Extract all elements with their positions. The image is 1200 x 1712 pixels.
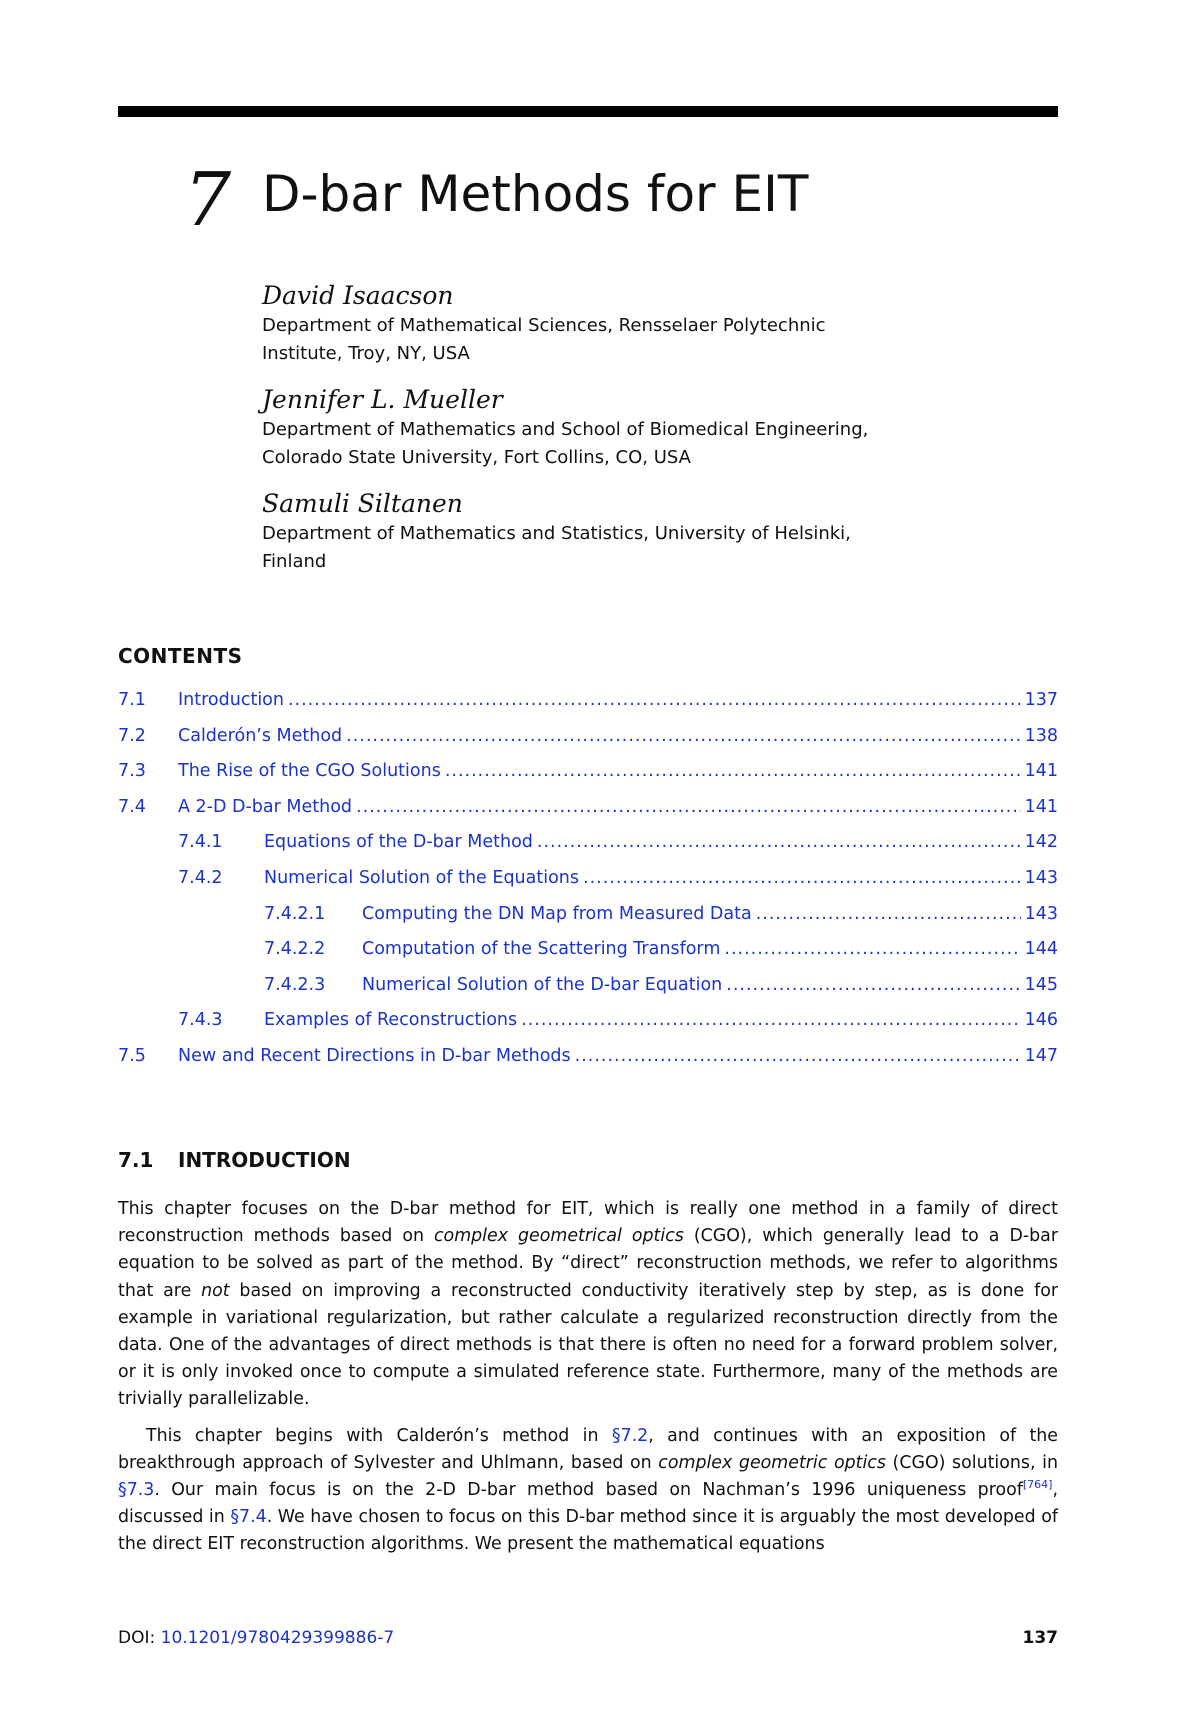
toc-entry[interactable]: [118, 939, 1058, 975]
toc-title-link[interactable]: Equations of the D-bar Method: [264, 832, 533, 853]
text-run: . Our main focus is on the 2-D D-bar method based on Nachman’s 1996 uniqueness proof: [154, 1480, 1023, 1501]
toc-number: 7.4: [118, 796, 146, 817]
author-name: David Isaacson: [262, 281, 454, 310]
toc-leader-dots: [756, 904, 1021, 924]
text-run: . We have chosen to focus on this D-bar method since it is arguably the most developed of the direct EIT reconstruction algorithms. We present the mathematical equations: [118, 1507, 1058, 1555]
toc-page-number[interactable]: 142: [1024, 832, 1058, 853]
author-block: [262, 488, 1022, 576]
toc-leader-dots: [356, 797, 1021, 817]
section-heading: [118, 1148, 351, 1172]
toc-page-number[interactable]: 147: [1024, 1045, 1058, 1066]
toc-entry[interactable]: [118, 761, 1058, 797]
toc-entry[interactable]: [118, 1046, 1058, 1082]
toc-title-link[interactable]: New and Recent Directions in D-bar Methods: [178, 1045, 571, 1066]
toc-leader-dots: [445, 761, 1021, 781]
emphasis: complex geometrical optics: [434, 1226, 684, 1247]
toc-page-number[interactable]: 141: [1024, 796, 1058, 817]
text-run: , discussed in: [118, 1480, 1058, 1528]
text-run: , and continues with an exposition of the breakthrough approach of Sylvester and Uhlmann, based on: [118, 1425, 1058, 1473]
toc-leader-dots: [288, 690, 1021, 710]
toc-entry[interactable]: [118, 797, 1058, 833]
toc-leader-dots: [346, 726, 1020, 746]
chapter-rule: [118, 106, 1058, 117]
toc-leader-dots: [724, 939, 1020, 959]
toc-page-number[interactable]: 143: [1024, 903, 1058, 924]
text-run: This chapter begins with Calderón’s method in: [146, 1425, 612, 1446]
toc-entry[interactable]: [118, 690, 1058, 726]
author-name: Jennifer L. Mueller: [262, 385, 503, 414]
toc-leader-dots: [726, 975, 1020, 995]
body-text: [118, 1196, 1058, 1568]
paragraph: [118, 1423, 1058, 1559]
text-run: based on improving a reconstructed conductivity iteratively step by step, as is done for example in variational regularization, but rather calculate a regularized reconstruction directly from the data. One of the advantages of direct methods is that there is often no need for a forward problem solver, or it is only invoked once to compute a simulated reference state. Furthermore, many of the methods are trivially parallelizable.: [118, 1280, 1058, 1410]
contents-heading: CONTENTS: [118, 644, 243, 668]
toc-number: 7.4.2.3: [264, 974, 326, 995]
toc-number: 7.5: [118, 1045, 146, 1066]
toc-number: 7.4.1: [178, 832, 223, 853]
text-run: (CGO), which generally lead to a D-bar equation to be solved as part of the method. By “direct” reconstruction methods, we refer to algorithms that are: [118, 1226, 1058, 1301]
toc-title-link[interactable]: Computing the DN Map from Measured Data: [362, 903, 752, 924]
toc-entry[interactable]: [118, 904, 1058, 940]
toc-number: 7.2: [118, 725, 146, 746]
toc-leader-dots: [521, 1010, 1020, 1030]
chapter-title: D-bar Methods for EIT: [262, 165, 809, 223]
toc-entry[interactable]: [118, 975, 1058, 1011]
toc-title-link[interactable]: Numerical Solution of the Equations: [264, 867, 580, 888]
section-link[interactable]: §7.2: [611, 1425, 649, 1446]
section-link[interactable]: §7.3: [118, 1480, 155, 1501]
toc-page-number[interactable]: 143: [1024, 867, 1058, 888]
toc-title-link[interactable]: Calderón’s Method: [178, 725, 343, 746]
toc-leader-dots: [537, 832, 1021, 852]
toc-entry[interactable]: [118, 1010, 1058, 1046]
paragraph: [118, 1196, 1058, 1414]
toc-page-number[interactable]: 145: [1024, 974, 1058, 995]
toc-entry[interactable]: [118, 832, 1058, 868]
author-block: [262, 280, 1022, 368]
section-number: 7.1: [118, 1148, 154, 1172]
author-list: [262, 280, 1022, 592]
emphasis: complex geometric optics: [658, 1452, 886, 1473]
toc-page-number[interactable]: 144: [1024, 939, 1058, 960]
toc-title-link[interactable]: Computation of the Scattering Transform: [362, 939, 721, 960]
author-name: Samuli Siltanen: [262, 489, 463, 518]
citation-link[interactable]: [764]: [1022, 1478, 1053, 1492]
toc-entry[interactable]: [118, 726, 1058, 762]
section-link[interactable]: §7.4: [230, 1507, 267, 1528]
toc-number: 7.4.2: [178, 867, 223, 888]
author-block: [262, 384, 1022, 472]
toc-title-link[interactable]: Examples of Reconstructions: [264, 1010, 518, 1031]
section-title: INTRODUCTION: [178, 1148, 351, 1172]
doi: [118, 1628, 394, 1648]
text-run: (CGO) solutions, in: [885, 1452, 1058, 1473]
toc-title-link[interactable]: Numerical Solution of the D-bar Equation: [362, 974, 723, 995]
toc-title-link[interactable]: A 2-D D-bar Method: [178, 796, 353, 817]
toc-page-number[interactable]: 141: [1024, 761, 1058, 782]
page-number: 137: [1022, 1628, 1058, 1648]
toc-page-number[interactable]: 137: [1024, 690, 1058, 710]
author-affiliation: Department of Mathematics and School of Biomedical Engineering, Colorado State University, Fort Collins, CO, USA: [262, 419, 869, 468]
toc-leader-dots: [583, 868, 1021, 888]
toc-number: 7.4.2.2: [264, 939, 326, 960]
toc-page-number[interactable]: 138: [1024, 725, 1058, 746]
chapter-number: 7: [184, 157, 232, 243]
toc-number: 7.1: [118, 690, 146, 710]
toc-entry[interactable]: [118, 868, 1058, 904]
doi-label: DOI:: [118, 1628, 161, 1648]
page-footer: [118, 1628, 1058, 1648]
text-run: This chapter focuses on the D-bar method for EIT, which is really one method in a family of direct reconstruction methods based on: [118, 1199, 1058, 1247]
table-of-contents: [118, 690, 1058, 1082]
author-affiliation: Department of Mathematical Sciences, Rensselaer Polytechnic Institute, Troy, NY, USA: [262, 315, 826, 364]
toc-title-link[interactable]: The Rise of the CGO Solutions: [178, 761, 441, 782]
toc-page-number[interactable]: 146: [1024, 1010, 1058, 1031]
toc-leader-dots: [575, 1046, 1021, 1066]
toc-title-link[interactable]: Introduction: [178, 690, 284, 710]
toc-number: 7.4.2.1: [264, 903, 326, 924]
toc-number: 7.3: [118, 761, 146, 782]
emphasis: not: [201, 1280, 230, 1301]
author-affiliation: Department of Mathematics and Statistics, University of Helsinki, Finland: [262, 523, 851, 572]
toc-number: 7.4.3: [178, 1010, 223, 1031]
doi-link[interactable]: 10.1201/9780429399886-7: [160, 1628, 395, 1648]
